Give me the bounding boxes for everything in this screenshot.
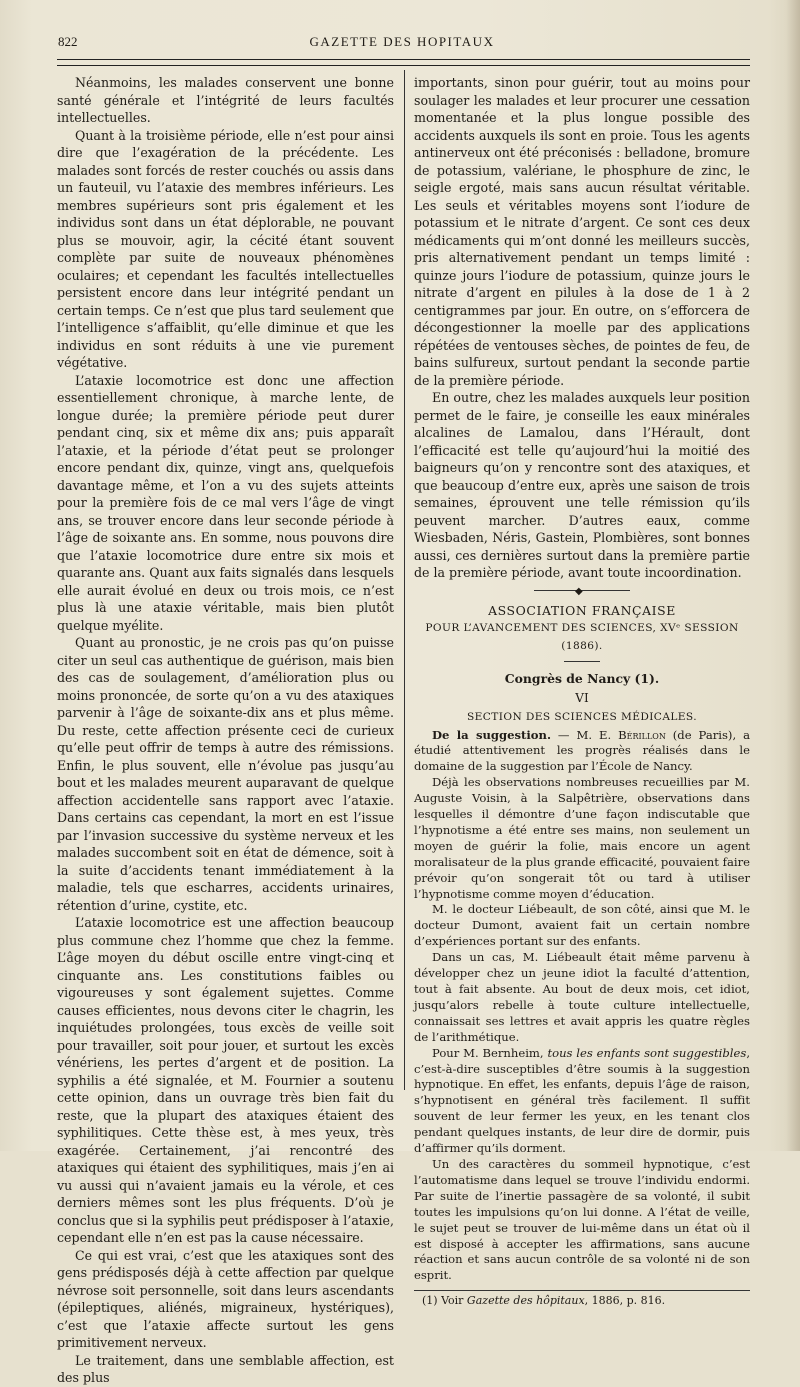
- roman-numeral: VI: [575, 690, 589, 705]
- paragraph: L’ataxie locomotrice est donc une affection essentiellement chronique, à marche lente, de longue durée; la première période peut durer pendant cinq, six et même dix ans; puis apparaît l’ataxie, et la période d’état peut se prolonger encore pendant dix, quinze, vingt ans, quelquefois davantage même, et l’on a vu des sujets atteints pour la première fois de ce mal vers l’âge de vingt ans, se trouver encore dans leur seconde période à l’âge de soixante ans. En somme, nous pouvons dire que l’ataxie locomotrice dure entre six mois et quarante ans. Quant aux faits signalés dans lesquels elle aurait évolué en deux ou trois mois, ce n’est plus là une ataxie véritable, mais bien plutôt quelque myélite.: [57, 372, 394, 633]
- paragraph: Néanmoins, les malades conservent une bonne santé générale et l’intégrité de leurs facultés intellectuelles.: [57, 75, 394, 125]
- paragraph: Le traitement, dans une semblable affection, est des plus: [57, 1352, 394, 1385]
- footnote-rest: , 1886, p. 816.: [584, 1294, 666, 1308]
- section-title: ASSOCIATION FRANÇAISE: [488, 602, 676, 618]
- bernheim-italic: tous les enfants sont suggestibles: [547, 1045, 747, 1060]
- lead-author: M. E. Bérillon: [576, 727, 666, 742]
- lead-dash: —: [550, 727, 577, 742]
- footnote-source: Gazette des hôpitaux: [466, 1294, 585, 1308]
- footnote-prefix: (1) Voir: [422, 1294, 467, 1308]
- bernheim-start: Pour M. Bernheim,: [432, 1045, 548, 1060]
- page-edge-shadow: [786, 0, 800, 1151]
- section-separator: [414, 582, 750, 600]
- right-column: [414, 74, 750, 1308]
- running-title: GAZETTE DES HOPITAUX: [309, 34, 495, 49]
- page-number: 822: [58, 34, 78, 49]
- lead-title: De la suggestion.: [432, 727, 551, 742]
- lead-paragraph: [414, 728, 750, 776]
- footnote: [414, 1294, 750, 1308]
- column-divider: [404, 70, 405, 1090]
- paragraph: En outre, chez les malades auxquels leur position permet de le faire, je conseille les eaux minérales alcalines de Lamalou, dans l’Hérault, dont l’efficacité est telle qu’aujourd’hui la moitié des baigneurs qu’on y rencontre sont des ataxiques, et que beaucoup d’entre eux, après une saison de trois semaines, éprouvent une telle rémission qu’ils peuvent marcher. D’autres eaux, comme Wiesbaden, Néris, Gastein, Plombières, sont bonnes aussi, ces dernières surtout dans la première partie de la première période, avant toute incoordination.: [414, 390, 750, 580]
- bernheim-paragraph: [414, 1046, 750, 1157]
- footnote-rule: [414, 1290, 750, 1291]
- paragraph: Dans un cas, M. Liébeault était même parvenu à développer chez un jeune idiot la faculté d’attention, tout à fait absente. Au bout de deux mois, cet idiot, jusqu’alors rebelle à toute culture intellectuelle, connaissait ses lettres et avait appris les quatre règles de l’arithmétique.: [414, 950, 750, 1044]
- left-column: [57, 74, 394, 1387]
- paragraph: Un des caractères du sommeil hypnotique, c’est l’automatisme dans lequel se trouve l’individu endormi. Par suite de l’inertie passagère de sa volonté, il subit toutes les impulsions qu’on lui donne. A l’état de veille, le sujet peut se trouver de lui-même dans un état où il est disposé à accepter les affirmations, sans aucune réaction et sans aucun contrôle de sa volonté ni de son esprit.: [414, 1156, 750, 1283]
- congres-title: Congrès de Nancy (1).: [504, 671, 660, 686]
- paragraph: Déjà les observations nombreuses recueillies par M. Auguste Voisin, à la Salpêtrière, observations dans lesquelles il démontre d’une façon indiscutable que l’hypnotisme a été entre ses mains, non seulement un moyen de guérir la folie, mais encore un agent moralisateur de la plus grande efficacité, pouvaient faire prévoir qu’on songerait tôt ou tard à utiliser l’hypnotisme comme moyen d’éducation.: [414, 775, 750, 901]
- lead-text: (de Paris), a étudié attentivement les progrès réalisés dans le domaine de la suggestion par l’École de Nancy.: [414, 727, 750, 774]
- section-subtitle: POUR L’AVANCEMENT DES SCIENCES, XVᵉ SESSION (1886).: [425, 622, 739, 652]
- paragraph: L’ataxie locomotrice est une affection beaucoup plus commune chez l’homme que chez la femme. L’âge moyen du début oscille entre vingt-cinq et cinquante ans. Les constitutions faibles ou vigoureuses y sont également sujettes. Comme causes efficientes, nous devons citer le chagrin, les inquiétudes prolongées, tous excès de veille soit pour travailler, soit pour jouer, et surtout les excès vénériens, les pertes d’argent et de position. La syphilis a été signalée, et M. Fournier a soutenu cette opinion, dans un ouvrage très bien fait du reste, que la plupart des ataxiques étaient des syphilitiques. Cette thèse est, à mes yeux, très exagérée. Certainement, j’ai rencontré des ataxiques qui étaient des syphilitiques, mais j’en ai vu aussi qui n’avaient jamais eu la vérole, et ces derniers mêmes sont les plus fréquents. D’où je conclus que si la syphilis peut prédisposer à l’ataxie, cependant elle n’en est pas la cause nécessaire.: [57, 915, 394, 1245]
- section-rule: [564, 661, 600, 662]
- section-medicales: SECTION DES SCIENCES MÉDICALES.: [467, 711, 697, 723]
- paragraph: Quant au pronostic, je ne crois pas qu’on puisse citer un seul cas authentique de guérison, mais bien des cas de soulagement, d’amélioration plus ou moins prononcée, de sorte qu’on a vu des ataxiques parvenir à l’âge de soixante-dix ans et plus même. Du reste, cette affection présente ceci de curieux qu’elle peut offrir de temps à autre des rémissions. Enfin, le plus souvent, elle n’évolue pas jusqu’au bout et les malades meurent auparavant de quelque affection accidentelle sans rapport avec l’ataxie. Dans certains cas cependant, la mort en est l’issue par l’invasion successive du système nerveux et les malades succombent soit en état de démence, soit à la suite d’accidents tenant immédiatement à la maladie, tels que escharres, accidents urinaires, rétention d’urine, cystite, etc.: [57, 635, 394, 913]
- page-header: [52, 34, 752, 56]
- paragraph: importants, sinon pour guérir, tout au moins pour soulager les malades et leur procurer une cessation momentanée et la plus longue possible des accidents auxquels ils sont en proie. Tous les agents antinerveux ont été préconisés : belladone, bromure de potassium, valériane, le phosphure de zinc, le seigle ergoté, mais sans aucun résultat véritable. Les seuls et véritables moyens sont l’iodure de potassium et le nitrate d’argent. Ce sont ces deux médicaments qui m’ont donné les meilleurs succès, pris alternativement pendant un temps limité : quinze jours l’iodure de potassium, quinze jours le nitrate d’argent en pilules à la dose de 1 à 2 centigrammes par jour. En outre, on s’efforcera de décongestionner la moelle par des applications répétées de ventouses sèches, de pointes de feu, de bains sulfureux, surtout pendant la seconde partie de la première période.: [414, 75, 750, 388]
- paragraph: M. le docteur Liébeault, de son côté, ainsi que M. le docteur Dumont, avaient fait un certain nombre d’expériences portant sur des enfants.: [414, 902, 750, 949]
- header-double-rule: [57, 59, 750, 66]
- bernheim-rest: , c’est-à-dire susceptibles d’être soumis à la suggestion hypnotique. En effet, les enfants, depuis l’âge de raison, s’hypnotisent en général très facilement. Il suffit souvent de leur fermer les yeux, en les tenant clos pendant quelques instants, de leur dire de dormir, puis d’affirmer qu’ils dorment.: [414, 1045, 750, 1156]
- paragraph: Quant à la troisième période, elle n’est pour ainsi dire que l’exagération de la précédente. Les malades sont forcés de rester couchés ou assis dans un fauteuil, vu l’ataxie des membres inférieurs. Les membres supérieurs sont pris également et les individus sont dans un état déplorable, ne pouvant plus se mouvoir, agir, la cécité étant souvent complète par suite de nouveaux phénomènes oculaires; et cependant les facultés intellectuelles persistent encore dans leur intégrité pendant un certain temps. Ce n’est que plus tard seulement que l’intelligence s’affaiblit, qu’elle diminue et que les individus en sont réduits à une vie purement végétative.: [57, 127, 394, 370]
- section-body: [414, 728, 750, 1285]
- paragraph: Ce qui est vrai, c’est que les ataxiques sont des gens prédisposés déjà à cette affection par quelque névrose soit personnelle, soit dans leurs ascendants (épileptiques, aliénés, migraineux, hystériques), c’est que l’ataxie affecte surtout les gens primitivement nerveux.: [57, 1247, 394, 1350]
